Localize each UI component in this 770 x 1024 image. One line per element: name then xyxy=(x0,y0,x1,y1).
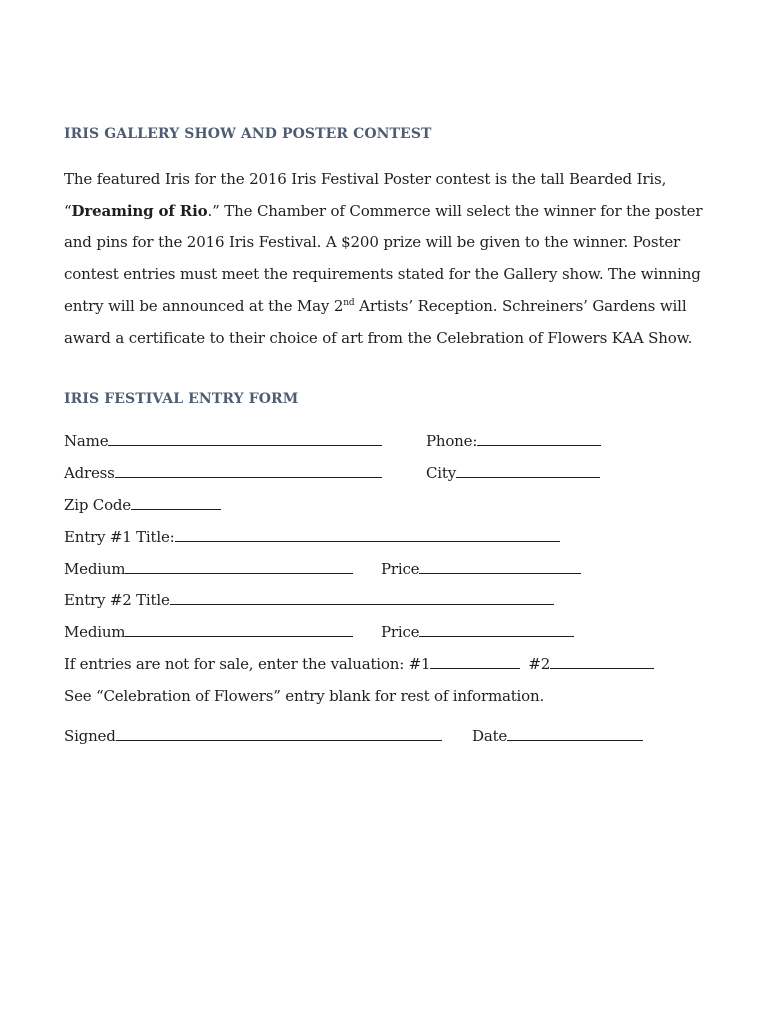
paragraph-line xyxy=(64,291,724,323)
name-label: Name xyxy=(64,432,109,450)
price1-row xyxy=(381,560,581,580)
valuation1-field[interactable] xyxy=(430,655,520,669)
city-field[interactable] xyxy=(456,464,600,478)
paragraph-line: The featured Iris for the 2016 Iris Festival Poster contest is the tall Bearded Iris, xyxy=(64,170,667,188)
paragraph-line: award a certificate to their choice of art from the Celebration of Flowers KAA Show. xyxy=(64,328,693,347)
signed-row xyxy=(64,727,442,747)
date-label: Date xyxy=(472,727,508,745)
signed-label: Signed xyxy=(64,727,116,745)
city-label: City xyxy=(426,464,456,482)
entry2-title-field[interactable] xyxy=(170,591,554,605)
paragraph-line xyxy=(64,196,724,228)
medium1-row xyxy=(64,560,353,580)
medium2-field[interactable] xyxy=(125,623,353,637)
name-field[interactable] xyxy=(108,432,382,446)
paragraph-line: and pins for the 2016 Iris Festival. A $200 prize will be given to the winner. Poster xyxy=(64,233,681,252)
price2-row xyxy=(381,623,574,643)
zip-label: Zip Code xyxy=(64,496,131,514)
zip-field[interactable] xyxy=(131,496,221,510)
signature-field[interactable] xyxy=(116,727,442,741)
featured-iris-name: Dreaming of Rio xyxy=(71,201,208,220)
contest-description xyxy=(64,164,724,354)
see-note-text: See “Celebration of Flowers” entry blank for rest of information. xyxy=(64,687,545,705)
open-quote: “ xyxy=(64,201,72,220)
address-row xyxy=(64,464,382,484)
valuation-label: If entries are not for sale, enter the valuation: #1 xyxy=(64,655,431,673)
paragraph-line: contest entries must meet the requirements stated for the Gallery show. The winning xyxy=(64,265,701,284)
medium1-label: Medium xyxy=(64,560,126,578)
date-row xyxy=(472,727,643,747)
paragraph-text: entry will be announced at the May 2 xyxy=(64,296,344,315)
medium1-field[interactable] xyxy=(125,560,353,574)
contest-heading: IRIS GALLERY SHOW AND POSTER CONTEST xyxy=(64,126,432,142)
see-note-row xyxy=(64,687,544,707)
zip-row xyxy=(64,496,221,516)
entry1-title-row xyxy=(64,528,560,548)
paragraph-text: Artists’ Reception. Schreiners’ Gardens will xyxy=(354,296,687,315)
price2-field[interactable] xyxy=(419,623,574,637)
valuation2-field[interactable] xyxy=(550,655,654,669)
price1-label: Price xyxy=(381,560,420,578)
address-label: Adress xyxy=(64,464,115,482)
address-field[interactable] xyxy=(115,464,382,478)
ordinal-suffix: nd xyxy=(343,297,355,308)
paragraph-text: .” The Chamber of Commerce will select the winner for the poster xyxy=(207,201,703,220)
medium2-row xyxy=(64,623,353,643)
valuation-row xyxy=(64,655,654,675)
price2-label: Price xyxy=(381,623,420,641)
price1-field[interactable] xyxy=(419,560,581,574)
entry1-title-label: Entry #1 Title: xyxy=(64,528,175,546)
date-field[interactable] xyxy=(507,727,643,741)
phone-field[interactable] xyxy=(477,432,601,446)
entry1-title-field[interactable] xyxy=(175,528,560,542)
medium2-label: Medium xyxy=(64,623,126,641)
name-row xyxy=(64,432,382,452)
phone-label: Phone: xyxy=(426,432,478,450)
entry2-title-label: Entry #2 Title xyxy=(64,591,170,609)
city-row xyxy=(426,464,600,484)
phone-row xyxy=(426,432,601,452)
entry2-title-row xyxy=(64,591,554,611)
valuation2-label: #2 xyxy=(528,655,551,673)
entry-form-heading: IRIS FESTIVAL ENTRY FORM xyxy=(64,391,299,407)
